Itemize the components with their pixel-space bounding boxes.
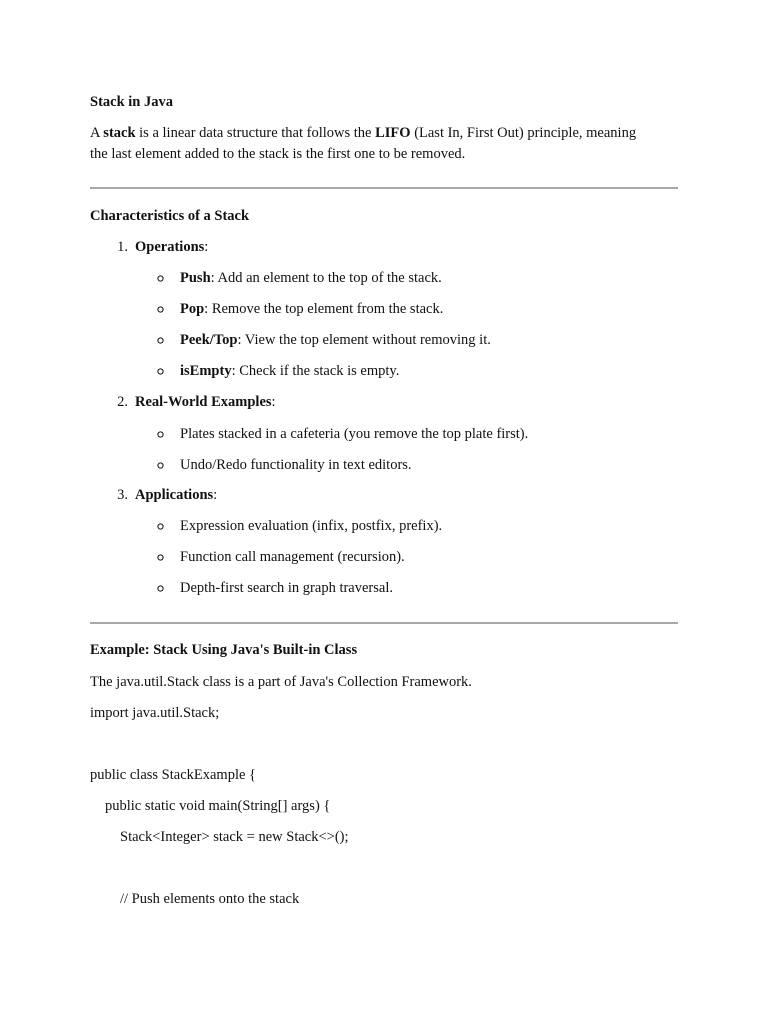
list-item-suffix: : bbox=[213, 487, 218, 503]
circle-bullet-icon bbox=[157, 424, 167, 444]
sub-item-undo-redo: Undo/Redo functionality in text editors. bbox=[180, 457, 412, 473]
example-description: The java.util.Stack class is a part of Java's Collection Framework. bbox=[90, 674, 472, 690]
circle-bullet-icon bbox=[157, 547, 167, 567]
circle-bullet-icon bbox=[157, 268, 167, 288]
sub-item-plates: Plates stacked in a cafeteria (you remove the top plate first). bbox=[180, 426, 529, 442]
circle-bullet-icon bbox=[157, 455, 167, 475]
intro-text-1: A bbox=[90, 125, 104, 141]
list-item-operations bbox=[135, 237, 208, 257]
sub-item-text: : Add an element to the top of the stack. bbox=[210, 270, 442, 286]
sub-item-text: : View the top element without removing it. bbox=[237, 332, 491, 348]
sub-item-peek bbox=[180, 330, 491, 350]
circle-bullet-icon bbox=[157, 516, 167, 536]
intro-line-1 bbox=[90, 123, 636, 143]
list-item-label: Operations bbox=[135, 239, 205, 255]
list-item-suffix: : bbox=[271, 394, 276, 410]
intro-text-3: (Last In, First Out) principle, meaning bbox=[410, 125, 637, 141]
horizontal-divider bbox=[90, 187, 678, 189]
list-number: 1. bbox=[117, 239, 128, 255]
code-line: Stack<Integer> stack = new Stack<>(); bbox=[120, 829, 349, 845]
list-number: 3. bbox=[117, 487, 128, 503]
intro-text-2: is a linear data structure that follows the bbox=[135, 125, 376, 141]
sub-item-term: isEmpty bbox=[180, 363, 232, 379]
section-heading-example: Example: Stack Using Java's Built-in Class bbox=[90, 642, 358, 658]
sub-item-expression-evaluation: Expression evaluation (infix, postfix, prefix). bbox=[180, 518, 443, 534]
sub-item-text: : Remove the top element from the stack. bbox=[204, 301, 444, 317]
circle-bullet-icon bbox=[157, 578, 167, 598]
page-title: Stack in Java bbox=[90, 94, 173, 110]
sub-item-term: Pop bbox=[180, 301, 205, 317]
sub-item-term: Push bbox=[180, 270, 211, 286]
list-item-real-world-examples bbox=[135, 392, 276, 412]
list-number: 2. bbox=[117, 394, 128, 410]
list-item-label: Applications bbox=[135, 487, 214, 503]
sub-item-isempty bbox=[180, 361, 399, 381]
list-item-applications bbox=[135, 485, 217, 505]
circle-bullet-icon bbox=[157, 361, 167, 381]
list-item-label: Real-World Examples bbox=[135, 394, 272, 410]
sub-item-pop bbox=[180, 299, 443, 319]
circle-bullet-icon bbox=[157, 330, 167, 350]
code-line: public class StackExample { bbox=[90, 767, 257, 783]
sub-item-text: : Check if the stack is empty. bbox=[231, 363, 400, 379]
section-heading-characteristics: Characteristics of a Stack bbox=[90, 208, 250, 224]
circle-bullet-icon bbox=[157, 299, 167, 319]
sub-item-push bbox=[180, 268, 442, 288]
sub-item-dfs: Depth-first search in graph traversal. bbox=[180, 580, 393, 596]
sub-item-function-call: Function call management (recursion). bbox=[180, 549, 405, 565]
sub-item-term: Peek/Top bbox=[180, 332, 238, 348]
code-line: public static void main(String[] args) { bbox=[105, 798, 331, 814]
horizontal-divider bbox=[90, 622, 678, 624]
list-item-suffix: : bbox=[204, 239, 209, 255]
intro-line-2: the last element added to the stack is the first one to be removed. bbox=[90, 146, 466, 162]
code-line: import java.util.Stack; bbox=[90, 705, 220, 721]
code-comment: // Push elements onto the stack bbox=[120, 891, 300, 907]
intro-term-stack: stack bbox=[103, 125, 136, 141]
intro-term-lifo: LIFO bbox=[375, 125, 411, 141]
